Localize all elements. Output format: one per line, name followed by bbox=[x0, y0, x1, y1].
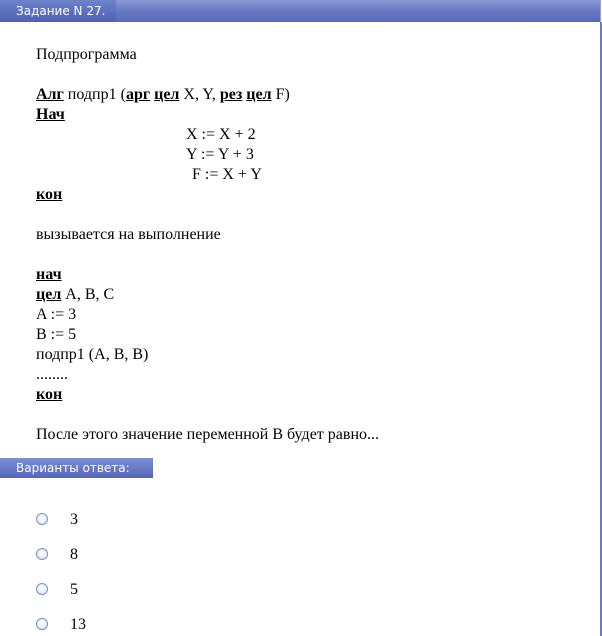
answer-label[interactable]: 13 bbox=[70, 616, 86, 633]
assign-b: B := 5 bbox=[36, 326, 77, 343]
answer-option-3[interactable] bbox=[36, 581, 236, 601]
radio-button[interactable] bbox=[36, 618, 48, 630]
keyword-cel: цел bbox=[154, 86, 180, 103]
answer-label[interactable]: 8 bbox=[70, 546, 78, 563]
call-line: подпр1 (A, B, B) bbox=[36, 346, 149, 363]
keyword-alg: Алг bbox=[36, 86, 64, 103]
keyword-main-cel: цел bbox=[36, 286, 62, 303]
dots-line: ........ bbox=[36, 366, 68, 383]
keyword-main-kon: кон bbox=[36, 386, 63, 403]
answers-header: Варианты ответа: bbox=[0, 458, 153, 478]
decl-vars: A, B, C bbox=[61, 286, 115, 303]
keyword-cel: цел bbox=[246, 86, 272, 103]
subprogram-label: Подпрограмма bbox=[36, 46, 137, 63]
keyword-arg: арг bbox=[125, 86, 151, 103]
answer-option-4[interactable] bbox=[36, 616, 236, 636]
decl-line bbox=[36, 286, 114, 304]
keyword-main-nach: нач bbox=[36, 266, 62, 283]
answer-option-1[interactable] bbox=[36, 511, 236, 531]
code-line-3: F := X + Y bbox=[192, 166, 262, 183]
rez-var: F) bbox=[271, 86, 290, 103]
arg-vars: X, Y, bbox=[179, 86, 220, 103]
radio-button[interactable] bbox=[36, 548, 48, 560]
question-prompt: После этого значение переменной B будет равно... bbox=[36, 426, 379, 443]
keyword-kon: кон bbox=[36, 186, 63, 203]
answer-label[interactable]: 3 bbox=[70, 511, 78, 528]
answer-option-2[interactable] bbox=[36, 546, 236, 566]
radio-button[interactable] bbox=[36, 513, 48, 525]
alg-name: подпр1 ( bbox=[63, 86, 126, 103]
alg-header-line bbox=[36, 86, 290, 104]
keyword-nach: Нач bbox=[36, 106, 65, 123]
task-header bbox=[0, 0, 601, 22]
assign-a: A := 3 bbox=[36, 306, 77, 323]
code-line-2: Y := Y + 3 bbox=[186, 146, 254, 163]
radio-button[interactable] bbox=[36, 583, 48, 595]
code-line-1: X := X + 2 bbox=[186, 126, 256, 143]
answer-label[interactable]: 5 bbox=[70, 581, 78, 598]
task-title: Задание N 27. bbox=[0, 0, 116, 22]
called-text: вызывается на выполнение bbox=[36, 226, 221, 243]
keyword-rez: рез bbox=[219, 86, 243, 103]
